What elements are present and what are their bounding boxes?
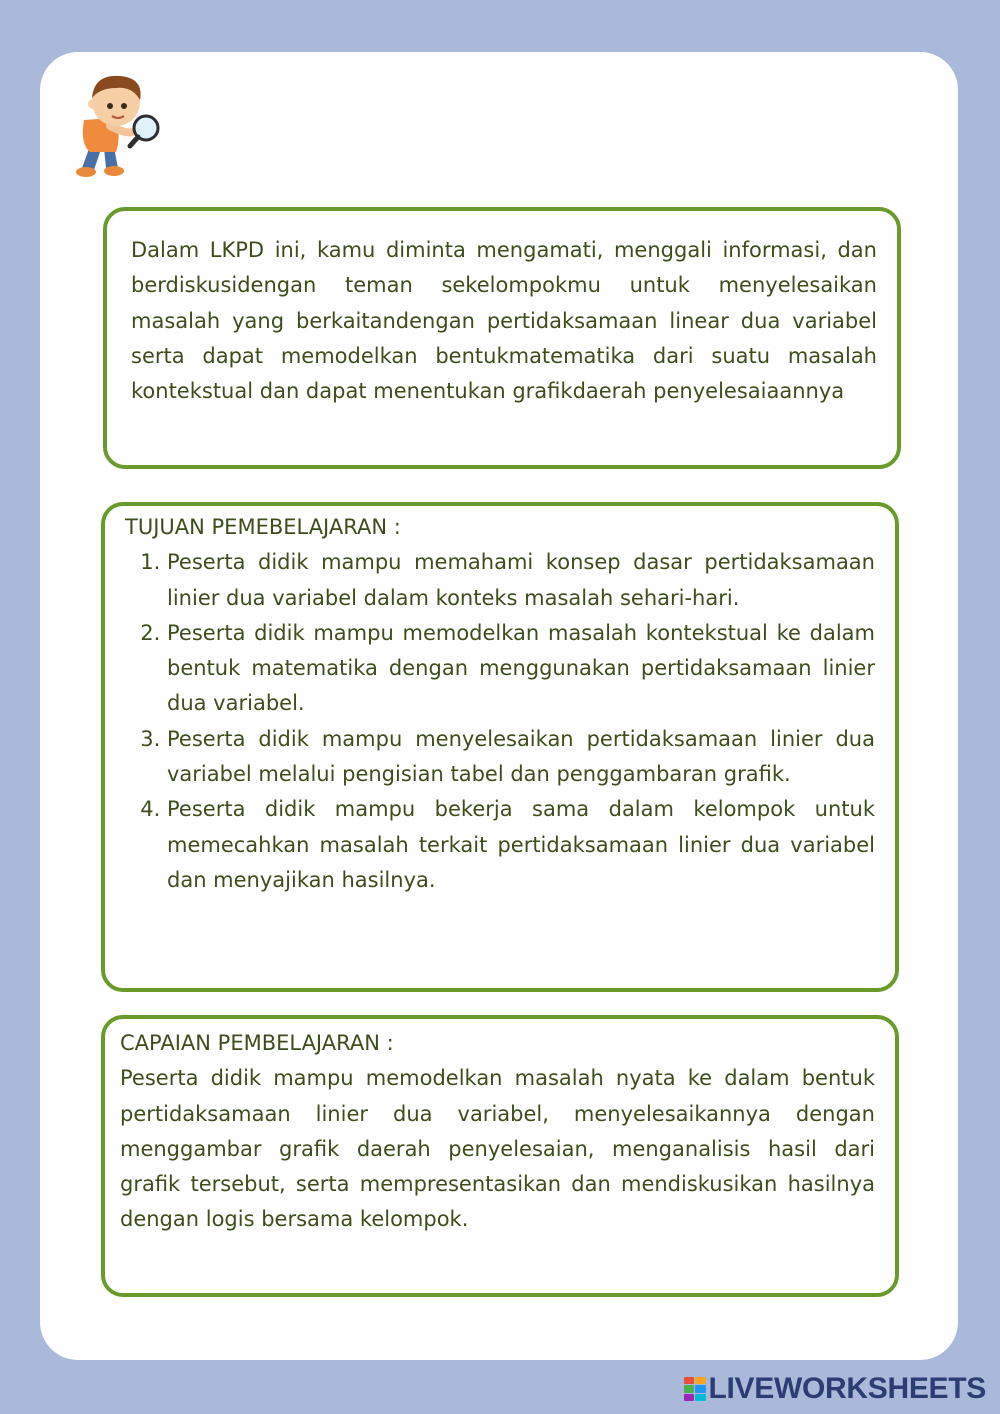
list-item: 2. Peserta didik mampu memodelkan masalah kontekstual ke dalam bentuk matematika dengan menggunakan pertidaksamaan linier dua variabel. (167, 616, 875, 722)
learning-objectives-box (101, 502, 899, 992)
liveworksheets-brand (684, 1372, 987, 1406)
intro-box (103, 207, 901, 469)
learning-outcomes-heading: CAPAIAN PEMBELAJARAN : (120, 1031, 394, 1055)
learning-outcomes-text: Peserta didik mampu memodelkan masalah nyata ke dalam bentuk pertidaksamaan linier dua variabel, menyelesaikannya dengan menggambar grafik daerah penyelesaian, menganalisis hasil dari grafik tersebut, serta mempresentasikan dan mendiskusikan hasilnya dengan logis bersama kelompok. (120, 1066, 875, 1232)
learning-objectives-list (125, 545, 875, 898)
liveworksheets-logo-icon (684, 1377, 706, 1401)
list-item: 3. Peserta didik mampu menyelesaikan pertidaksamaan linier dua variabel melalui pengisian tabel dan penggambaran grafik. (167, 722, 875, 793)
liveworksheets-wordmark: LIVEWORKSHEETS (708, 1372, 986, 1405)
boy-with-magnifier-illustration (70, 68, 166, 178)
learning-outcomes-box (101, 1015, 899, 1297)
learning-objectives-heading: TUJUAN PEMEBELAJARAN : (125, 515, 401, 539)
intro-text: Dalam LKPD ini, kamu diminta mengamati, menggali informasi, dan berdiskusidengan teman sekelompokmu untuk menyelesaikan masalah yang berkaitandengan pertidaksamaan linear dua variabel serta dapat memodelkan bentukmatematika dari suatu masalah kontekstual dan dapat menentukan grafikdaerah penyelesaiaannya (131, 238, 877, 404)
list-item: 4. Peserta didik mampu bekerja sama dalam kelompok untuk memecahkan masalah terkait pertidaksamaan linier dua variabel dan menyajikan hasilnya. (167, 792, 875, 898)
list-item: 1. Peserta didik mampu memahami konsep dasar pertidaksamaan linier dua variabel dalam konteks masalah sehari-hari. (167, 545, 875, 616)
